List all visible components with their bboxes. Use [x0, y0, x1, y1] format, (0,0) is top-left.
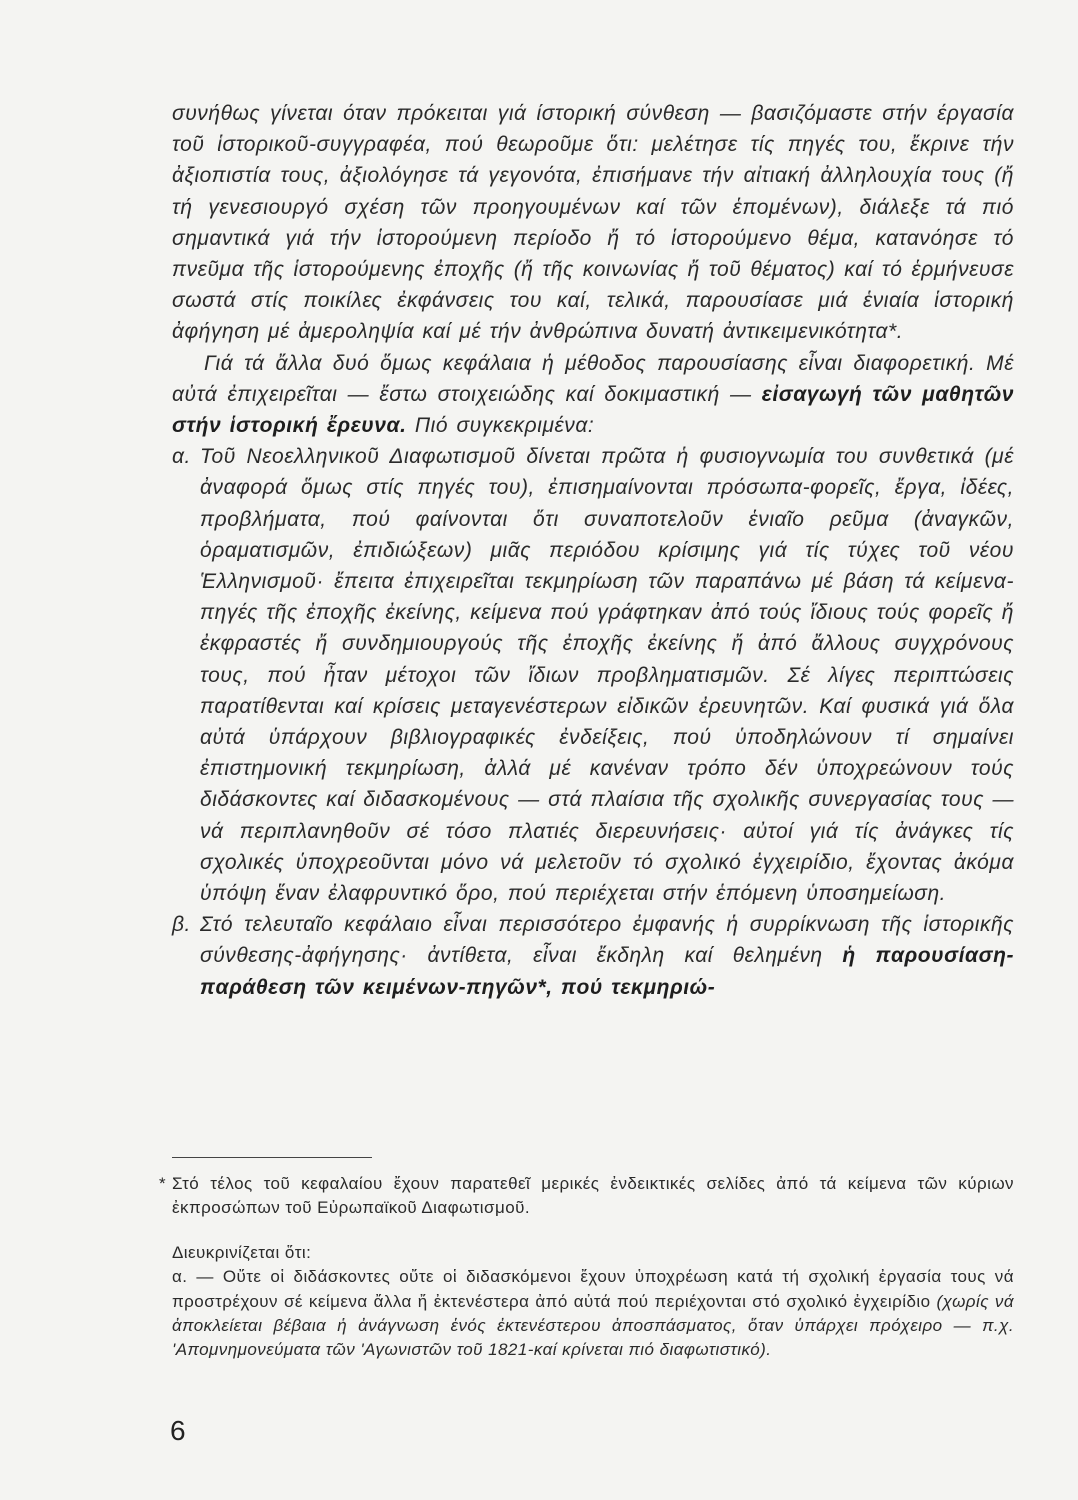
footnote-marker: * [159, 1174, 167, 1193]
list-item-b-text [200, 909, 1014, 1003]
list-marker-b: β. [172, 913, 191, 937]
footnote-1-text: Στό τέλος τοῦ κεφαλαίου ἔχουν παρατεθεῖ μερικές ἐνδεικτικές σελίδες ἀπό τά κείμενα τῶν κύριων ἐκπροσώπων τοῦ Εὐρωπαϊκοῦ Διαφωτισμοῦ. [172, 1174, 1014, 1218]
footnote-clarify: Διευκρινίζεται ὅτι: [172, 1242, 312, 1262]
list-item-b [172, 909, 1014, 1003]
list-item-b-start: Στό τελευταῖο κεφάλαιο εἶναι περισσότερο ἐμφανής ἡ συρρίκνωση τῆς ἱστορικῆς σύνθεσης-ἀφήγησης· ἀντίθετα, εἶναι ἔκδηλη καί θελημένη [200, 913, 1014, 968]
footnotes [159, 1172, 1015, 1363]
paragraph-2 [172, 348, 1014, 442]
list-item-b-emphasis: ἡ παρουσίαση-παράθεση τῶν κειμένων-πηγῶν*, πού τεκμηριώ- [200, 944, 1015, 999]
list-item-a [172, 441, 1014, 909]
paragraph-2-end: Πιό συγκεκριμένα: [414, 414, 595, 438]
list-item-a-text: Τοῦ Νεοελληνικοῦ Διαφωτισμοῦ δίνεται πρῶτα ἡ φυσιογνωμία του συνθετικά (μέ ἀναφορά ὅμως στίς πηγές του), ἐπισημαίνονται πρόσωπα-φορεῖς, ἔργα, ἰδέες, προβλήματα, πού φαίνονται ὅτι συναποτελοῦν ἑνιαῖο ρεῦμα (ἀναγκῶν, ὁραματισμῶν, ἐπιδιώξεων) μιᾶς περιόδου κρίσιμης γιά τίς τύχες τοῦ νέου Ἑλληνισμοῦ· ἔπειτα ἐπιχειρεῖται τεκμηρίωση τῶν παραπάνω μέ βάση τά κείμενα-πηγές τῆς ἐποχῆς ἐκείνης, κείμενα πού γράφτηκαν ἀπό τούς ἴδιους τούς φορεῖς ἤ ἐκφραστές ἤ συνδημιουργούς τῆς ἐποχῆς ἐκείνης ἤ ἀπό ἄλλους συγχρόνους τους, πού ἦταν μέτοχοι τῶν ἴδιων προβληματισμῶν. Σέ λίγες περιπτώσεις παρατίθενται καί κρίσεις μεταγενέστερων εἰδικῶν ἐρευνητῶν. Καί φυσικά γιά ὅλα αὐτά ὑπάρχουν βιβλιογραφικές ἐνδείξεις, πού ὑποδηλώνουν τί σημαίνει ἐπιστημονική τεκμηρίωση, ἀλλά μέ κανέναν τρόπο δέν ὑποχρεώνουν τούς διδάσκοντες καί διδασκομένους — στά πλαίσια τῆς σχολικῆς συνεργασίας τους — νά περιπλανηθοῦν σέ τόσο πλατιές διερευνήσεις· αὐτοί γιά τίς ἀνάγκες τίς σχολικές ὑποχρεοῦνται μόνο νά μελετοῦν τό σχολικό ἐγχειρίδιο, ἔχοντας ἀκόμα ὑπόψη ἕναν ἐλαφρυντικό ὅρο, πού περιέχεται στήν ἑπόμενη ὑποσημείωση. [200, 445, 1014, 906]
page-number: 6 [170, 1415, 186, 1446]
footnote-gap [172, 1221, 1014, 1241]
footnote-a [172, 1265, 1014, 1363]
footnote-divider [172, 1157, 372, 1158]
list-marker-a: α. [172, 445, 191, 469]
paragraph-2-start: Γιά τά ἄλλα δυό ὅμως κεφάλαια ἡ μέθοδος παρουσίασης εἶναι διαφορετική. Μέ αὐτά ἐπιχειρεῖται — ἔστω στοιχειώδης καί δοκιμαστική — [172, 351, 1014, 406]
footnote-1 [159, 1172, 1014, 1221]
main-text [172, 98, 1014, 1003]
paragraph-2-emphasis: εἰσαγωγή τῶν μαθητῶν στήν ἱστορική ἔρευνα. [172, 382, 1015, 438]
footnote-a-italic: (χωρίς νά ἀποκλείεται βέβαια ἡ ἀνάγνωση ἑνός ἐκτενέστερου ἀποσπάσματος, ὅταν ὑπάρχει πρόχειρο — π.χ. 'Απομνημονεύματα τῶν 'Αγωνιστῶν τοῦ 1821-καί κρίνεται πιό διαφωτιστικό). [172, 1291, 1015, 1360]
footnote-a-text: α. — Οὔτε οἱ διδάσκοντες οὔτε οἱ διδασκόμενοι ἔχουν ὑποχρέωση κατά τή σχολική ἐργασία τους νά προστρέχουν σέ κείμενα ἄλλα ἤ ἐκτενέστερα ἀπό αὐτά πού περιέχονται στό σχολικό ἐγχειρίδιο [172, 1267, 1014, 1311]
paragraph-1: συνήθως γίνεται όταν πρόκειται γιά ίστορική σύνθεση — βασιζόμαστε στήν έργασία τοῦ ἱστορικοῦ-συγγραφέα, πού θεωροῦμε ὅτι: μελέτησε τίς πηγές του, ἔκρινε τήν ἀξιοπιστία τους, ἀξιολόγησε τά γεγονότα, ἐπισήμανε τήν αἰτιακή ἀλληλουχία τους (ἤ τή γενεσιουργό σχέση τῶν προηγουμένων καί τῶν ἑπομένων), διάλεξε τά πιό σημαντικά γιά τήν ἱστορούμενη περίοδο ἤ τό ἱστορούμενο θέμα, κατανόησε τό πνεῦμα τῆς ἱστορούμενης ἐποχῆς (ἤ τῆς κοινωνίας ἤ τοῦ θέματος) καί τό ἑρμήνευσε σωστά στίς ποικίλες ἐκφάνσεις του καί, τελικά, παρουσίασε μιά ἑνιαία ἱστορική ἀφήγηση μέ ἀμεροληψία καί μέ τήν ἀνθρώπινα δυνατή ἀντικειμενικότητα*. [172, 102, 1014, 344]
